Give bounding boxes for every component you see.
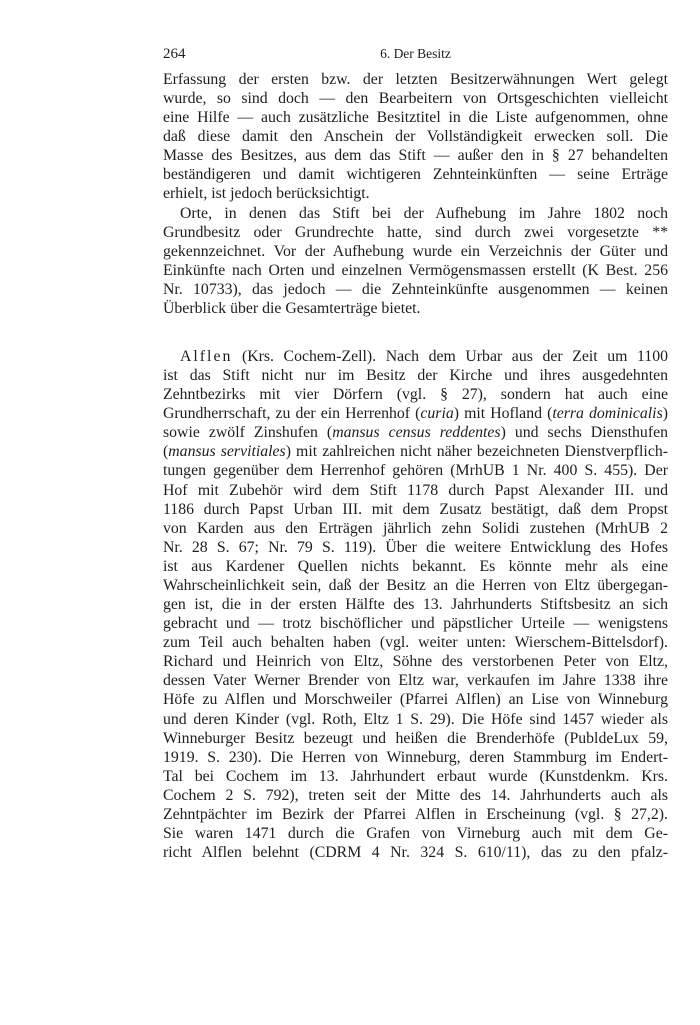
running-title: 6. Der Besitz	[380, 46, 451, 61]
text-line: Einkünfte nach Orten und einzelnen Vermögensmassen erstellt (K Best. 256	[163, 261, 668, 279]
text-line: Zehntbezirks mit vier Dörfern (vgl. § 27), sondern hat auch eine	[163, 386, 668, 404]
text-line: gen ist, die in der ersten Hälfte des 13. Jahrhunderts Stiftsbesitz an sich	[163, 596, 668, 614]
text-line: Grundherrschaft, zu der ein Herrenhof (curia) mit Hofland (terra dominicalis)	[163, 405, 668, 423]
text-line: zum Teil auch behalten haben (vgl. weiter unten: Wierschem-Bittelsdorf).	[163, 634, 668, 652]
body-text	[163, 70, 668, 862]
text-line: daß diese damit den Anschein der Vollständigkeit erwecken soll. Die	[163, 128, 668, 146]
text-line: Zehntpächter im Bezirk der Pfarrei Alflen in Erscheinung (vgl. § 27,2).	[163, 805, 668, 823]
text-line: 1186 durch Papst Urban III. mit dem Zusatz bestätigt, daß dem Propst	[163, 500, 668, 518]
text-line: ist das Stift nicht nur im Besitz der Kirche und ihres ausgedehnten	[163, 367, 668, 385]
text-line: Erfassung der ersten bzw. der letzten Besitzerwähnungen Wert gelegt	[163, 71, 668, 88]
text-line: beständigeren und damit wichtigeren Zehnteinkünften — seine Erträge	[163, 166, 668, 184]
page-body	[163, 46, 668, 862]
section-gap	[163, 318, 668, 347]
text-line: 1919. S. 230). Die Herren von Winneburg, deren Stammburg im Endert-	[163, 748, 668, 766]
text-line: Winneburger Besitz bezeugt und heißen die Brenderhöfe (PubldeLux 59,	[163, 729, 668, 747]
text-line: Sie waren 1471 durch die Grafen von Virneburg auch mit dem Ge-	[163, 824, 668, 842]
text-line: Tal bei Cochem im 13. Jahrhundert erbaut wurde (Kunstdenkm. Krs.	[163, 767, 668, 785]
text-line: gebracht und — trotz bischöflicher und päpstlicher Urteile — wenigstens	[163, 615, 668, 633]
text-line: Alflen (Krs. Cochem-Zell). Nach dem Urbar aus der Zeit um 1100	[180, 348, 668, 366]
text-line: eine Hilfe — auch zusätzliche Besitztitel in die Liste aufgenommen, ohne	[163, 109, 668, 127]
text-line: Wahrscheinlichkeit sein, daß der Besitz an die Herren von Eltz übergegan-	[163, 576, 668, 594]
text-line: und deren Kinder (vgl. Roth, Eltz 1 S. 29). Die Höfe sind 1457 wieder als	[163, 710, 668, 728]
text-line: richt Alflen belehnt (CDRM 4 Nr. 324 S. 610/11), das zu den pfalz-	[163, 844, 668, 862]
text-line: Grundbesitz oder Grundrechte hatte, sind durch zwei vorgesetzte **	[163, 223, 668, 241]
text-line: Cochem 2 S. 792), treten seit der Mitte des 14. Jahrhunderts auch als	[163, 786, 668, 804]
text-line: tungen gegenüber dem Herrenhof gehören (MrhUB 1 Nr. 400 S. 455). Der	[163, 462, 668, 480]
page-header	[163, 46, 668, 70]
text-line: Masse des Besitzes, aus dem das Stift — außer den in § 27 behandelten	[163, 147, 668, 165]
text-line: sowie zwölf Zinshufen (mansus census reddentes) und sechs Diensthufen	[163, 424, 668, 442]
text-line: wurde, so sind doch — den Bearbeitern von Ortsgeschichten vielleicht	[163, 90, 668, 108]
text-line: Nr. 10733), das jedoch — die Zehnteinkünfte ausgenommen — keinen	[163, 280, 668, 298]
place-name: Alflen	[180, 348, 233, 366]
text-line: Überblick über die Gesamterträge bietet.	[163, 299, 421, 317]
text-line: Richard und Heinrich von Eltz, Söhne des verstorbenen Peter von Eltz,	[163, 653, 668, 671]
text-line: dessen Vater Werner Brender von Eltz war, verkaufen im Jahre 1338 ihre	[163, 672, 668, 690]
text-line: ist aus Kardener Quellen nichts bekannt. Es könnte mehr als eine	[163, 557, 668, 575]
text-line: (mansus servitiales) mit zahlreichen nicht näher bezeichneten Dienstverpflich-	[163, 443, 668, 461]
page-number: 264	[163, 46, 186, 62]
text-line: erhielt, ist jedoch berücksichtigt.	[163, 185, 370, 203]
text-line: Nr. 28 S. 67; Nr. 79 S. 119). Über die weitere Entwicklung des Hofes	[163, 538, 668, 556]
text-line: von Karden aus den Erträgen jährlich zehn Solidi zustehen (MrhUB 2	[163, 519, 668, 537]
text-line: Hof mit Zubehör wird dem Stift 1178 durch Papst Alexander III. und	[163, 481, 668, 499]
text-line: gekennzeichnet. Vor der Aufhebung wurde ein Verzeichnis der Güter und	[163, 242, 668, 260]
text-line: Orte, in denen das Stift bei der Aufhebung im Jahre 1802 noch	[180, 204, 668, 222]
text-line: Höfe zu Alflen und Morschweiler (Pfarrei Alflen) an Lise von Winneburg	[163, 691, 668, 709]
